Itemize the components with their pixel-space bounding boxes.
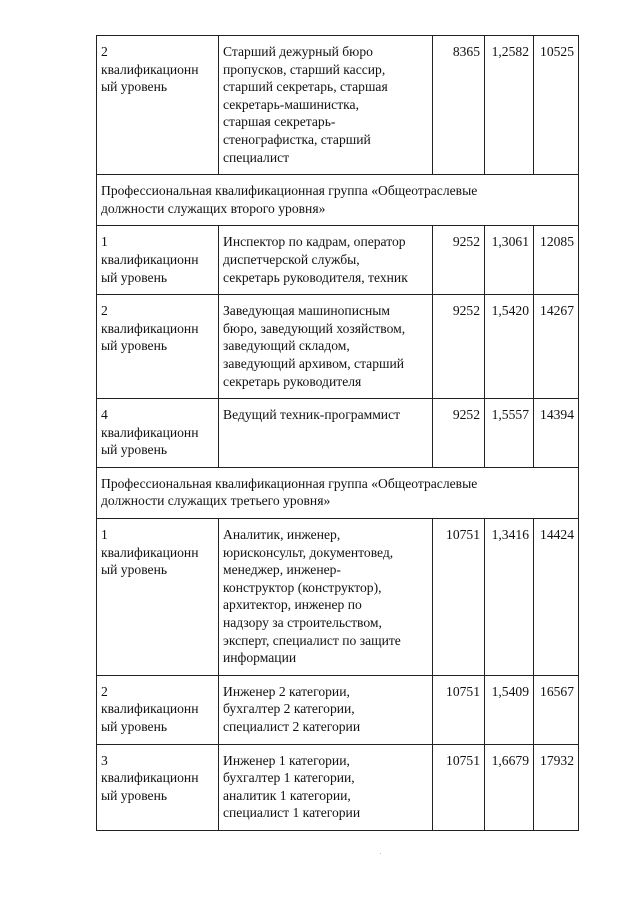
- position-list-line: Аналитик, инженер,: [223, 527, 341, 543]
- base-salary-cell: 10751: [433, 744, 485, 830]
- qualification-level: [97, 399, 219, 468]
- coefficient-cell: 1,2582: [485, 36, 534, 175]
- position-list: [219, 519, 433, 676]
- position-list: [219, 295, 433, 399]
- position-list-line: секретарь руководителя, техник: [223, 269, 408, 285]
- table-row: [97, 399, 579, 468]
- qualification-level-line: ый уровень: [101, 442, 168, 458]
- position-list-line: старшая секретарь-: [223, 114, 336, 130]
- qualification-level: [97, 519, 219, 676]
- group-header-row: [97, 175, 579, 226]
- qualification-level-line: 1: [101, 527, 108, 543]
- position-list: [219, 675, 433, 744]
- position-list-line: архитектор, инженер по: [223, 597, 362, 613]
- position-list-line: менеджер, инженер-: [223, 562, 341, 578]
- qualification-level-line: квалификационн: [101, 251, 199, 267]
- group-title: [97, 467, 579, 518]
- group-title-line: должности служащих третьего уровня»: [101, 493, 331, 509]
- total-salary-cell: 17932: [534, 744, 579, 830]
- position-list-line: бухгалтер 2 категории,: [223, 701, 355, 717]
- group-title-line: должности служащих второго уровня»: [101, 200, 326, 216]
- base-salary-cell: 9252: [433, 295, 485, 399]
- base-salary-cell: 10751: [433, 519, 485, 676]
- qualification-level: [97, 226, 219, 295]
- group-title: [97, 175, 579, 226]
- qualification-level-line: квалификационн: [101, 544, 199, 560]
- position-list-line: Ведущий техник-программист: [223, 407, 401, 423]
- position-list-line: Заведующая машинописным: [223, 303, 391, 319]
- position-list-line: специалист: [223, 149, 290, 165]
- coefficient-cell: 1,5420: [485, 295, 534, 399]
- position-list-line: Инженер 2 категории,: [223, 683, 350, 699]
- position-list-line: старший секретарь, старшая: [223, 79, 388, 95]
- position-list-line: заведующий архивом, старший: [223, 355, 405, 371]
- position-list: [219, 226, 433, 295]
- coefficient-cell: 1,3416: [485, 519, 534, 676]
- salary-table-body: [97, 36, 579, 831]
- position-list-line: специалист 2 категории: [223, 719, 361, 734]
- coefficient-cell: 1,6679: [485, 744, 534, 830]
- qualification-level-line: 2: [101, 44, 108, 59]
- qualification-level: [97, 744, 219, 830]
- scan-speck: [380, 853, 381, 854]
- position-list-line: пропусков, старший кассир,: [223, 61, 386, 77]
- total-salary-cell: 14394: [534, 399, 579, 468]
- table-row: [97, 295, 579, 399]
- position-list-line: бюро, заведующий хозяйством,: [223, 320, 406, 336]
- position-list: [219, 36, 433, 175]
- base-salary-cell: 9252: [433, 226, 485, 295]
- qualification-level-line: ый уровень: [101, 269, 168, 285]
- position-list-line: специалист 1 категории: [223, 805, 361, 821]
- table-row: [97, 226, 579, 295]
- position-list-line: секретарь руководителя: [223, 373, 362, 389]
- position-list: [219, 744, 433, 830]
- table-row: [97, 519, 579, 676]
- qualification-level: [97, 295, 219, 399]
- position-list-line: бухгалтер 1 категории,: [223, 770, 355, 786]
- qualification-level-line: ый уровень: [101, 562, 168, 578]
- qualification-level-line: 3: [101, 752, 108, 768]
- position-list-line: Старший дежурный бюро: [223, 44, 373, 59]
- coefficient-cell: 1,3061: [485, 226, 534, 295]
- qualification-level: [97, 675, 219, 744]
- base-salary-cell: 8365: [433, 36, 485, 175]
- position-list-line: диспетчерской службы,: [223, 251, 360, 267]
- total-salary-cell: 14424: [534, 519, 579, 676]
- position-list-line: надзору за строительством,: [223, 615, 382, 631]
- coefficient-cell: 1,5557: [485, 399, 534, 468]
- table-row: [97, 36, 579, 175]
- salary-table: [96, 35, 579, 831]
- position-list-line: юрисконсульт, документовед,: [223, 544, 394, 560]
- qualification-level-line: 2: [101, 683, 108, 699]
- position-list-line: Инспектор по кадрам, оператор: [223, 234, 406, 250]
- qualification-level-line: ый уровень: [101, 719, 168, 734]
- position-list-line: заведующий складом,: [223, 338, 350, 354]
- qualification-level-line: ый уровень: [101, 787, 168, 803]
- total-salary-cell: 14267: [534, 295, 579, 399]
- qualification-level-line: 4: [101, 407, 108, 423]
- position-list-line: Инженер 1 категории,: [223, 752, 350, 768]
- group-header-row: [97, 467, 579, 518]
- base-salary-cell: 10751: [433, 675, 485, 744]
- qualification-level: [97, 36, 219, 175]
- position-list-line: аналитик 1 категории,: [223, 787, 351, 803]
- coefficient-cell: 1,5409: [485, 675, 534, 744]
- position-list: [219, 399, 433, 468]
- position-list-line: информации: [223, 650, 297, 666]
- qualification-level-line: квалификационн: [101, 701, 199, 717]
- qualification-level-line: ый уровень: [101, 338, 168, 354]
- position-list-line: эксперт, специалист по защите: [223, 632, 401, 648]
- base-salary-cell: 9252: [433, 399, 485, 468]
- qualification-level-line: 1: [101, 234, 108, 250]
- qualification-level-line: квалификационн: [101, 61, 199, 77]
- qualification-level-line: квалификационн: [101, 770, 199, 786]
- qualification-level-line: 2: [101, 303, 108, 319]
- total-salary-cell: 12085: [534, 226, 579, 295]
- table-row: [97, 744, 579, 830]
- total-salary-cell: 16567: [534, 675, 579, 744]
- table-row: [97, 675, 579, 744]
- group-title-line: Профессиональная квалификационная группа «Общеотраслевые: [101, 183, 478, 199]
- position-list-line: конструктор (конструктор),: [223, 579, 382, 595]
- qualification-level-line: квалификационн: [101, 424, 199, 440]
- qualification-level-line: ый уровень: [101, 79, 168, 95]
- qualification-level-line: квалификационн: [101, 320, 199, 336]
- group-title-line: Профессиональная квалификационная группа «Общеотраслевые: [101, 475, 478, 491]
- total-salary-cell: 10525: [534, 36, 579, 175]
- position-list-line: стенографистка, старший: [223, 131, 371, 147]
- position-list-line: секретарь-машинистка,: [223, 96, 359, 112]
